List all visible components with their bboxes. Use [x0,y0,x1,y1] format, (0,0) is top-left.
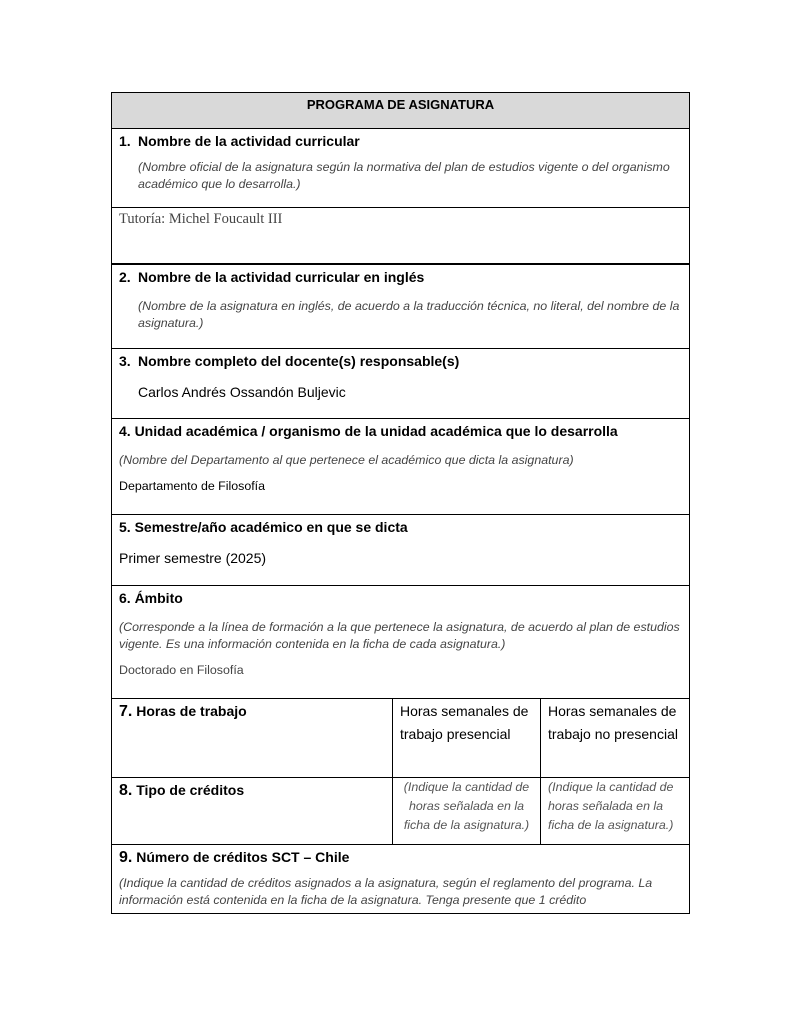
section-6 [112,586,690,699]
section-8-title-text: Tipo de créditos [136,782,245,798]
section-3-title [112,349,689,370]
header-row [112,93,690,129]
section-2-title [112,265,689,286]
section-9-title-text: Número de créditos SCT – Chile [136,849,350,865]
section-3 [112,349,690,419]
section-8-title [112,778,392,800]
credits-no-presencial-note: (Indique la cantidad de horas señalada en la ficha de la asignatura.) [541,778,690,845]
section-1-number: 1. [119,133,131,149]
section-2 [112,264,690,349]
section-3-number: 3. [119,353,131,369]
program-table [111,92,690,914]
department-value: Departamento de Filosofía [119,479,266,493]
section-4-note: (Nombre del Departamento al que pertenece el académico que dicta la asignatura) [119,453,574,467]
section-9-title [112,845,689,867]
section-8 [112,778,690,845]
section-7-title-text: Horas de trabajo [136,703,247,719]
section-1-title-text: Nombre de la actividad curricular [138,133,360,149]
section-1-value-row [112,208,690,265]
section-5 [112,515,690,586]
header-hours-presencial: Horas semanales de trabajo presencial [393,699,541,778]
section-8-number: 8. [119,782,133,799]
program-title: PROGRAMA DE ASIGNATURA [112,93,690,129]
section-9-note: (Indique la cantidad de créditos asignados a la asignatura, según el reglamento del programa. La información está contenida en la ficha de la asignatura. Tenga presente que 1 crédito [119,876,653,907]
section-9-number: 9. [119,849,133,866]
section-1-note: (Nombre oficial de la asignatura según la normativa del plan de estudios vigente o del organismo académico que lo desarrolla.) [138,160,670,191]
section-1-title [112,129,689,150]
section-2-number: 2. [119,269,131,285]
section-7-title [112,699,392,721]
section-9 [112,845,690,914]
section-3-title-text: Nombre completo del docente(s) responsable(s) [138,353,460,369]
section-4 [112,419,690,515]
section-5-title: 5. Semestre/año académico en que se dicta [119,519,408,535]
section-4-title: 4. Unidad académica / organismo de la unidad académica que lo desarrolla [119,423,618,439]
program-value: Doctorado en Filosofía [119,663,244,677]
section-7 [112,699,690,778]
header-hours-no-presencial: Horas semanales de trabajo no presencial [541,699,690,778]
section-7-number: 7. [119,703,133,720]
section-2-note: (Nombre de la asignatura en inglés, de acuerdo a la traducción técnica, no literal, del nombre de la asignatura.) [138,299,680,330]
section-6-title: 6. Ámbito [119,590,183,606]
section-6-note: (Corresponde a la línea de formación a la que pertenece la asignatura, de acuerdo al plan de estudios vigente. Es una información contenida en la ficha de cada asignatura.) [119,620,680,651]
course-name-value: Tutoría: Michel Foucault III [119,211,283,227]
section-1 [112,129,690,208]
instructor-name-value: Carlos Andrés Ossandón Buljevic [138,384,346,400]
semester-value: Primer semestre (2025) [119,550,267,566]
credits-presencial-note: (Indique la cantidad de horas señalada en la ficha de la asignatura.) [393,778,541,845]
section-2-title-text: Nombre de la actividad curricular en inglés [138,269,425,285]
